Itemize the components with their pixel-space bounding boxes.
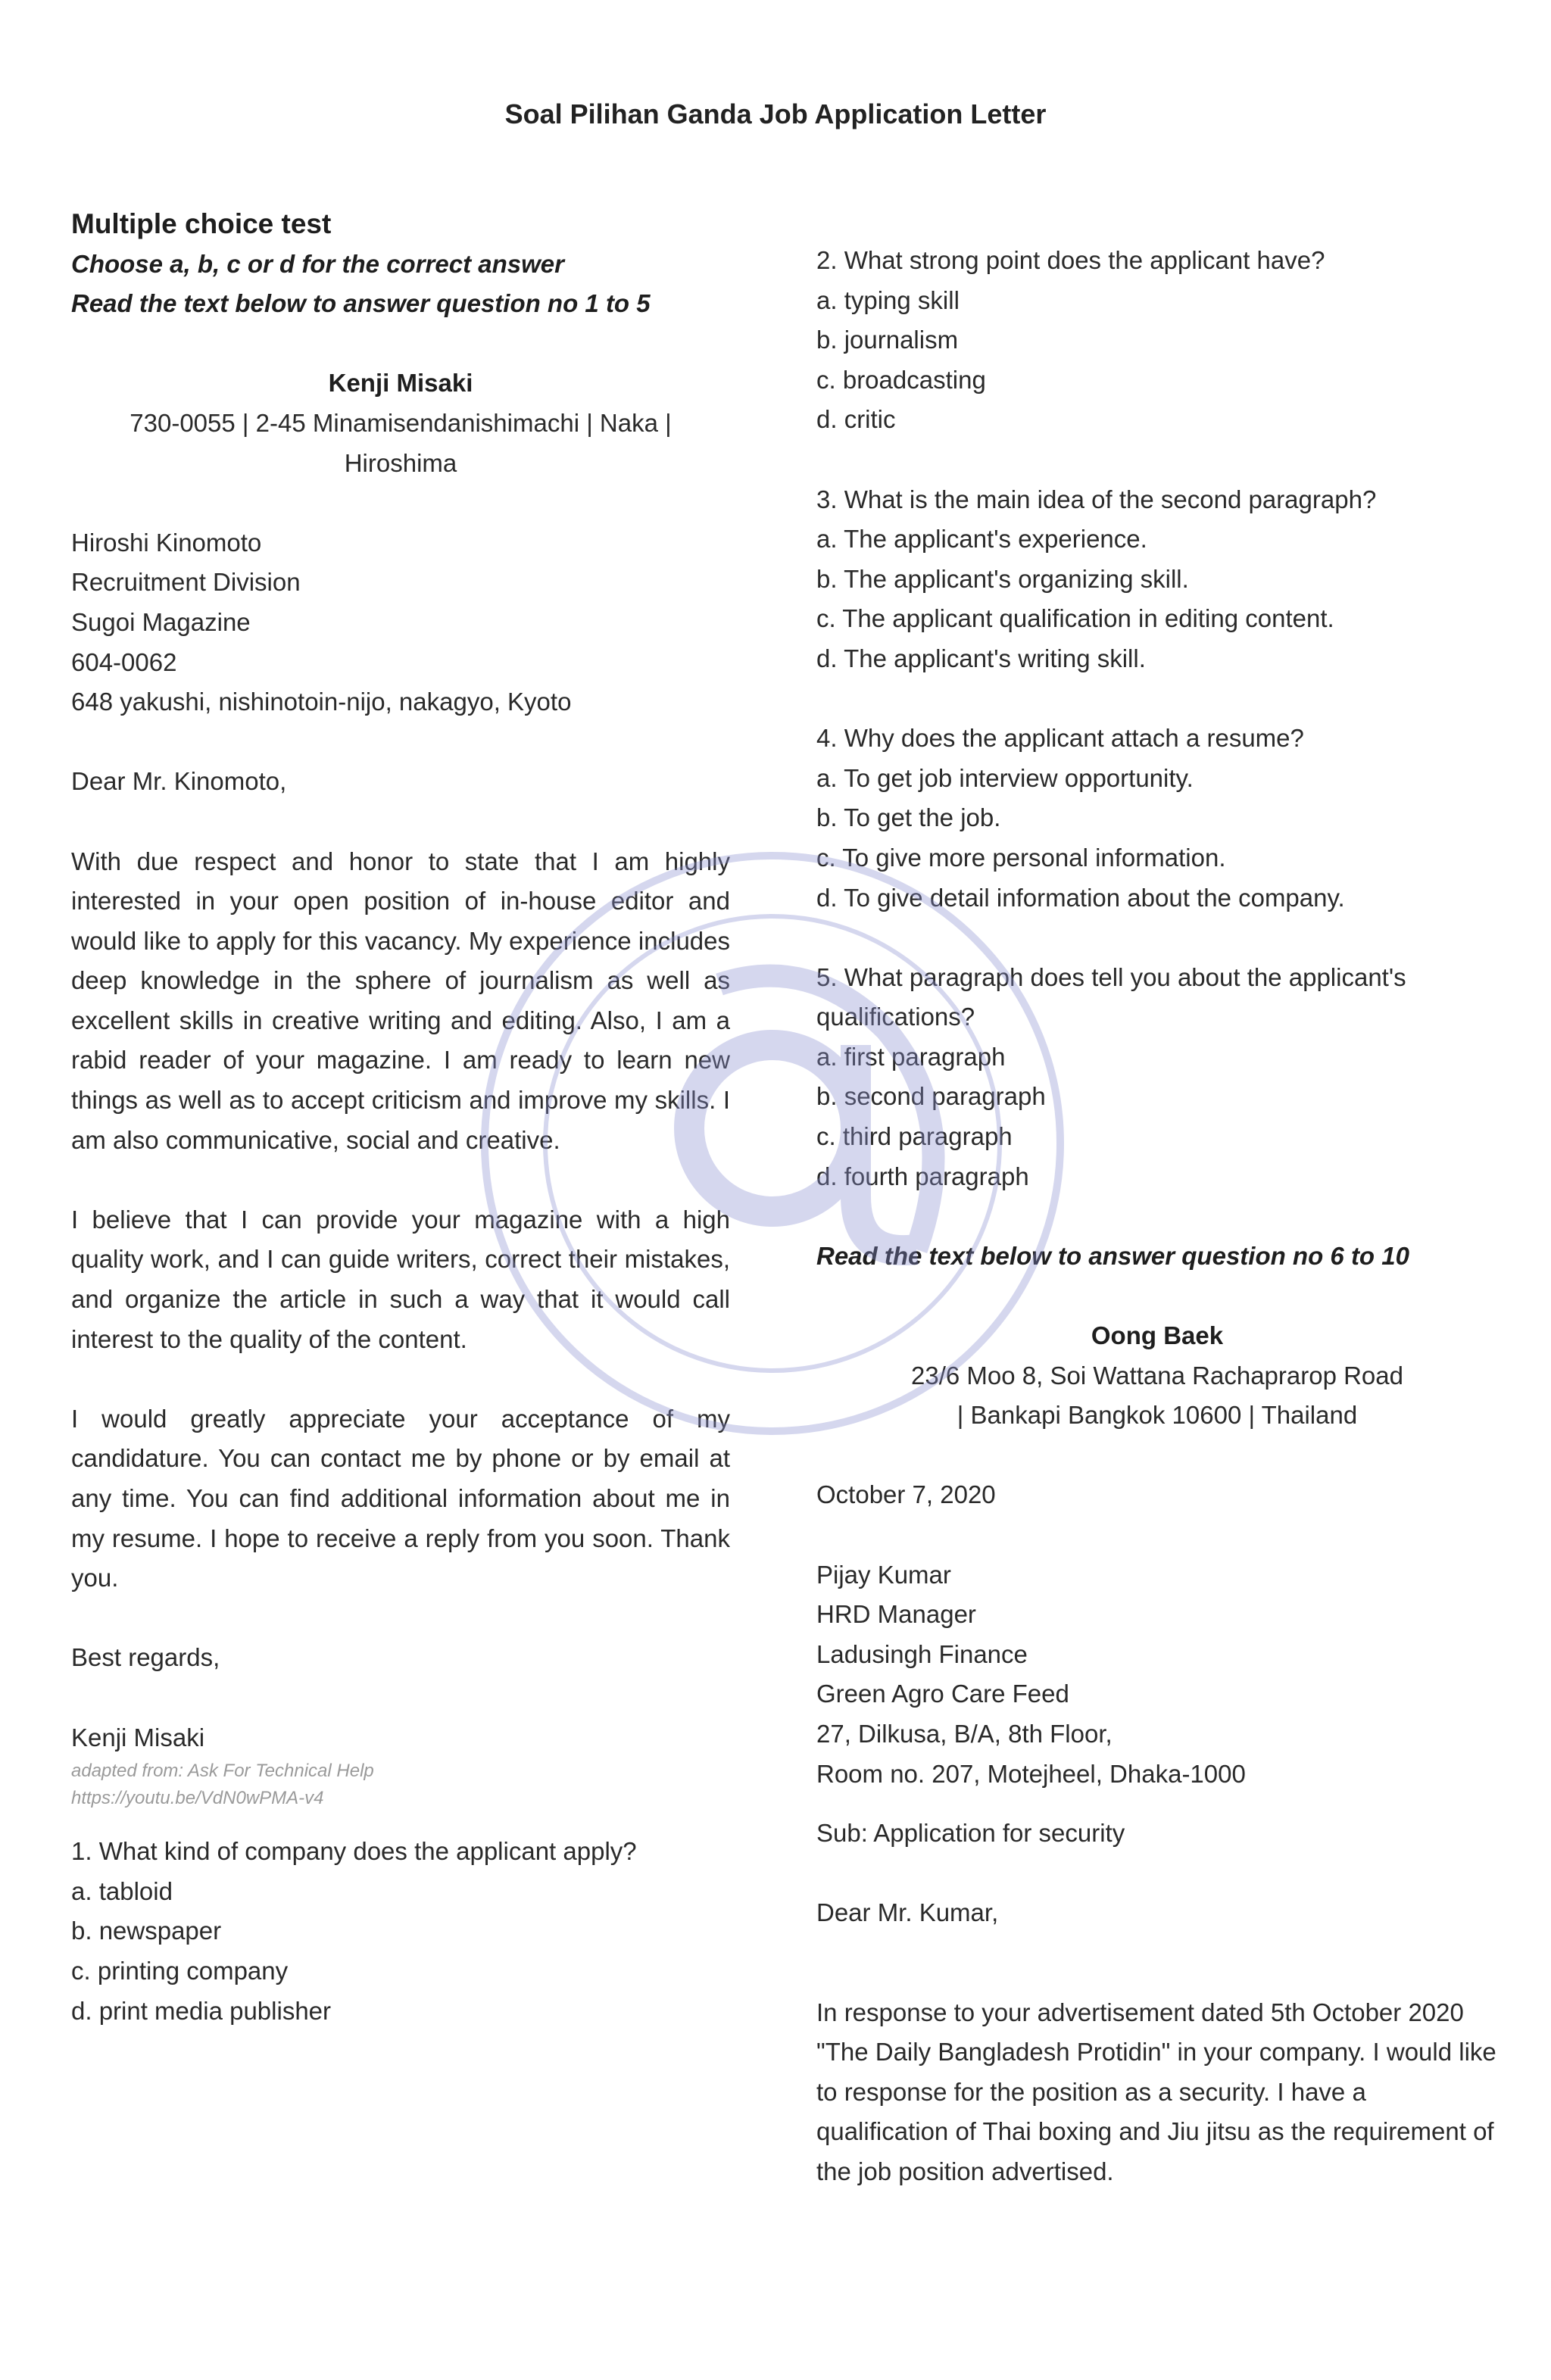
letter1-sender-name: Kenji Misaki (328, 369, 473, 398)
answer-option: d. To give detail information about the company. (816, 883, 1345, 912)
answer-option: d. print media publisher (71, 1996, 332, 2025)
recipient-line: 648 yakushi, nishinotoin-nijo, nakagyo, Kyoto (71, 688, 572, 716)
left-column (71, 204, 730, 2071)
instruction-read-1-5: Read the text below to answer question no 1 to 5 (71, 289, 651, 318)
letter2-sender-name: Oong Baek (1091, 1321, 1224, 1350)
letter2-sender-address-1: 23/6 Moo 8, Soi Wattana Rachaprarop Road (911, 1361, 1403, 1390)
question-1 (71, 1832, 730, 2031)
answer-option: d. The applicant's writing skill. (816, 644, 1146, 672)
answer-option: c. The applicant qualification in editing content. (816, 604, 1334, 633)
answer-option: a. typing skill (816, 285, 960, 314)
question-2 (816, 241, 1498, 440)
letter2-date: October 7, 2020 (816, 1480, 996, 1509)
letter2-recipient-block (816, 1555, 1498, 1795)
source-link[interactable]: https://youtu.be/VdN0wPMA-v4 (71, 1788, 324, 1809)
letter1-closing: Best regards, (71, 1643, 220, 1672)
answer-option: a. The applicant's experience. (816, 525, 1147, 554)
question-text: 4. Why does the applicant attach a resume? (816, 724, 1304, 753)
answer-option: c. broadcasting (816, 365, 986, 394)
answer-option: b. newspaper (71, 1917, 222, 1945)
letter2-salutation: Dear Mr. Kumar, (816, 1898, 999, 1927)
answer-option: a. tabloid (71, 1876, 173, 1905)
letter1-sender-address: 730-0055 | 2-45 Minamisendanishimachi | Naka | Hiroshima (130, 408, 672, 477)
answer-option: c. To give more personal information. (816, 843, 1226, 872)
letter1-paragraph-3: I would greatly appreciate your acceptance of my candidature. You can contact me by phone or by email at any time. You can find additional information about me in my resume. I hope to receive a reply from you soon. Thank you. (71, 1404, 730, 1592)
page-title: Soal Pilihan Ganda Job Application Letter (504, 98, 1047, 129)
recipient-line: Green Agro Care Feed (816, 1680, 1069, 1708)
section-heading: Multiple choice test (71, 208, 332, 239)
answer-option: a. first paragraph (816, 1042, 1006, 1071)
recipient-line: Sugoi Magazine (71, 607, 251, 636)
answer-option: b. journalism (816, 326, 959, 354)
answer-option: b. second paragraph (816, 1082, 1046, 1111)
answer-option: b. To get the job. (816, 803, 1001, 832)
question-text: 1. What kind of company does the applicant apply? (71, 1837, 637, 1866)
answer-option: c. third paragraph (816, 1122, 1013, 1151)
recipient-line: 604-0062 (71, 647, 177, 676)
answer-option: c. printing company (71, 1956, 289, 1985)
recipient-line: HRD Manager (816, 1600, 976, 1629)
recipient-line: Room no. 207, Motejheel, Dhaka-1000 (816, 1759, 1246, 1788)
letter1-recipient-block (71, 523, 730, 722)
instruction-read-6-10: Read the text below to answer question no 6 to 10 (816, 1241, 1409, 1270)
question-3 (816, 480, 1498, 679)
question-text: 3. What is the main idea of the second paragraph? (816, 485, 1377, 513)
question-text: 5. What paragraph does tell you about the applicant's qualifications? (816, 962, 1406, 1031)
letter1-paragraph-1: With due respect and honor to state that I am highly interested in your open position of in-house editor and would like to apply for this vacancy. My experience includes deep knowledge in the sphere of journalism as well as excellent skills in creative writing and editing. Also, I am a rabid reader of your magazine. I am ready to learn new things as well as to accept criticism and improve my skills. I am also communicative, social and creative. (71, 847, 730, 1154)
question-5 (816, 958, 1498, 1197)
recipient-line: Recruitment Division (71, 568, 301, 597)
instruction-choose: Choose a, b, c or d for the correct answer (71, 249, 564, 278)
recipient-line: Ladusingh Finance (816, 1639, 1028, 1668)
letter1-signature: Kenji Misaki (71, 1723, 205, 1751)
answer-option: a. To get job interview opportunity. (816, 763, 1194, 792)
question-text: 2. What strong point does the applicant have? (816, 246, 1325, 274)
answer-option: d. fourth paragraph (816, 1162, 1029, 1190)
recipient-line: Pijay Kumar (816, 1560, 951, 1589)
letter2-body: In response to your advertisement dated 5th October 2020 "The Daily Bangladesh Protidin" in your company. I would like to response for the position as a security. I have a qualification of Thai boxing and Jiu jitsu as the requirement of the job position advertised. (816, 1998, 1496, 2185)
question-4 (816, 719, 1498, 918)
answer-option: d. critic (816, 405, 896, 434)
right-column (816, 241, 1498, 2192)
answer-option: b. The applicant's organizing skill. (816, 564, 1189, 593)
letter1-salutation: Dear Mr. Kinomoto, (71, 767, 287, 796)
letter1-paragraph-2: I believe that I can provide your magazine with a high quality work, and I can guide writers, correct their mistakes, and organize the article in such a way that it would call interest to the quality of the content. (71, 1205, 730, 1353)
letter2-sender-address-2: | Bankapi Bangkok 10600 | Thailand (957, 1401, 1358, 1430)
recipient-line: Hiroshi Kinomoto (71, 528, 262, 557)
letter2-subject: Sub: Application for security (816, 1819, 1125, 1848)
recipient-line: 27, Dilkusa, B/A, 8th Floor, (816, 1719, 1113, 1748)
source-credit: adapted from: Ask For Technical Help (71, 1761, 374, 1782)
